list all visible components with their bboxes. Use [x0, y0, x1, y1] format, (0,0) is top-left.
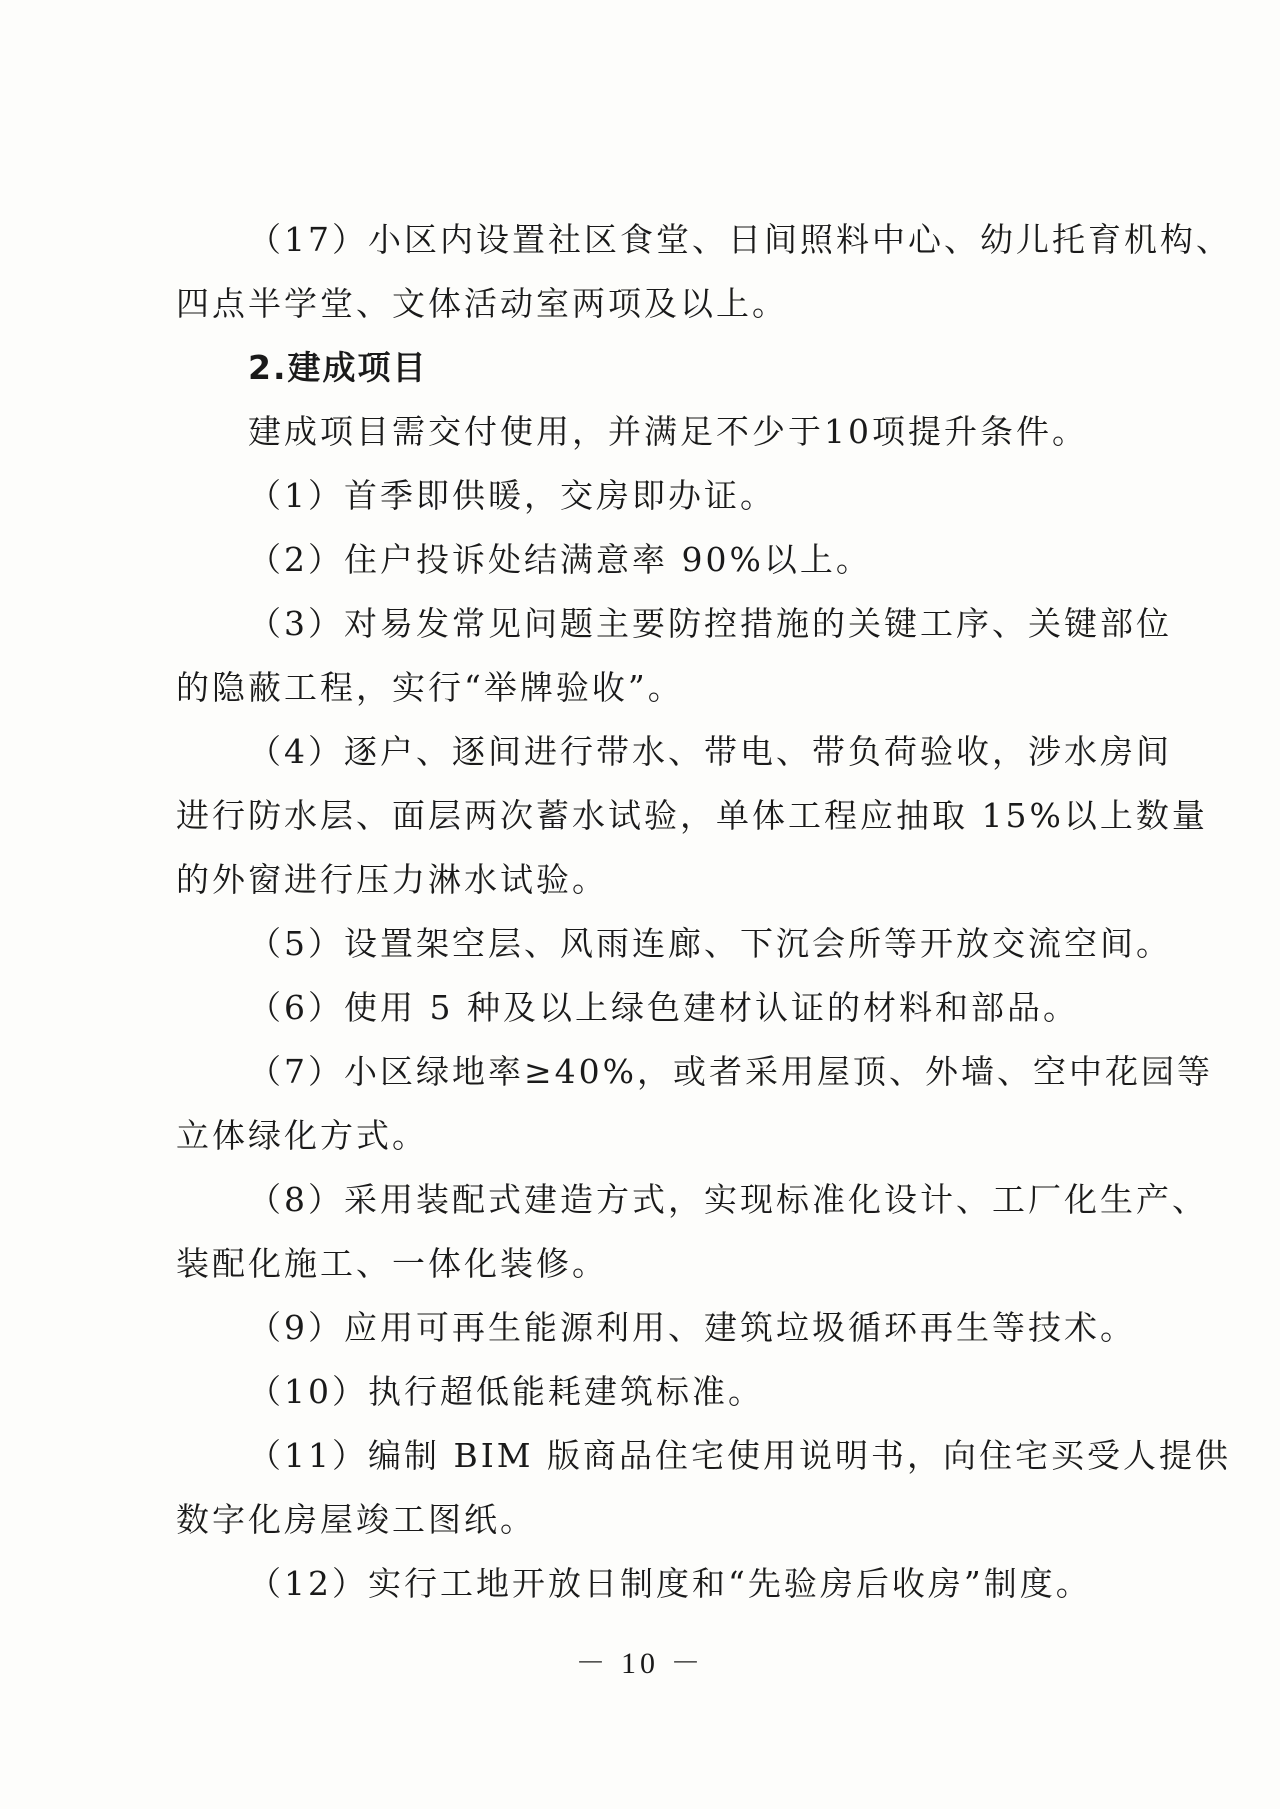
- list-item-2: （2）住户投诉处结满意率 90%以上。: [248, 540, 872, 579]
- list-item-11-line-1: （11）编制 BIM 版商品住宅使用说明书，向住宅买受人提供: [248, 1436, 1232, 1475]
- list-item-4-line-3: 的外窗进行压力淋水试验。: [176, 860, 608, 899]
- section-heading: 2.建成项目: [248, 348, 428, 387]
- list-item-3-line-2: 的隐蔽工程，实行“举牌验收”。: [176, 668, 684, 707]
- list-item-6: （6）使用 5 种及以上绿色建材认证的材料和部品。: [248, 988, 1079, 1027]
- list-item-3-line-1: （3）对易发常见问题主要防控措施的关键工序、关键部位: [248, 604, 1172, 643]
- page-body: [176, 208, 1232, 1616]
- list-item-17-line-2: 四点半学堂、文体活动室两项及以上。: [176, 284, 788, 323]
- list-item-17-line-1: （17）小区内设置社区食堂、日间照料中心、幼儿托育机构、: [248, 220, 1232, 259]
- section-intro: 建成项目需交付使用，并满足不少于10项提升条件。: [248, 412, 1088, 451]
- list-item-12: （12）实行工地开放日制度和“先验房后收房”制度。: [248, 1564, 1092, 1603]
- list-item-8-line-1: （8）采用装配式建造方式，实现标准化设计、工厂化生产、: [248, 1180, 1208, 1219]
- list-item-10: （10）执行超低能耗建筑标准。: [248, 1372, 764, 1411]
- page-number: － 10 －: [575, 1647, 705, 1680]
- list-item-9: （9）应用可再生能源利用、建筑垃圾循环再生等技术。: [248, 1308, 1136, 1347]
- list-item-1: （1）首季即供暖，交房即办证。: [248, 476, 776, 515]
- list-item-11-line-2: 数字化房屋竣工图纸。: [176, 1500, 536, 1539]
- list-item-4-line-2: 进行防水层、面层两次蓄水试验，单体工程应抽取 15%以上数量: [176, 796, 1208, 835]
- list-item-5: （5）设置架空层、风雨连廊、下沉会所等开放交流空间。: [248, 924, 1172, 963]
- list-item-7-line-2: 立体绿化方式。: [176, 1116, 428, 1155]
- list-item-4-line-1: （4）逐户、逐间进行带水、带电、带负荷验收，涉水房间: [248, 732, 1172, 771]
- list-item-8-line-2: 装配化施工、一体化装修。: [176, 1244, 608, 1283]
- list-item-7-line-1: （7）小区绿地率≥40%，或者采用屋顶、外墙、空中花园等: [248, 1052, 1213, 1091]
